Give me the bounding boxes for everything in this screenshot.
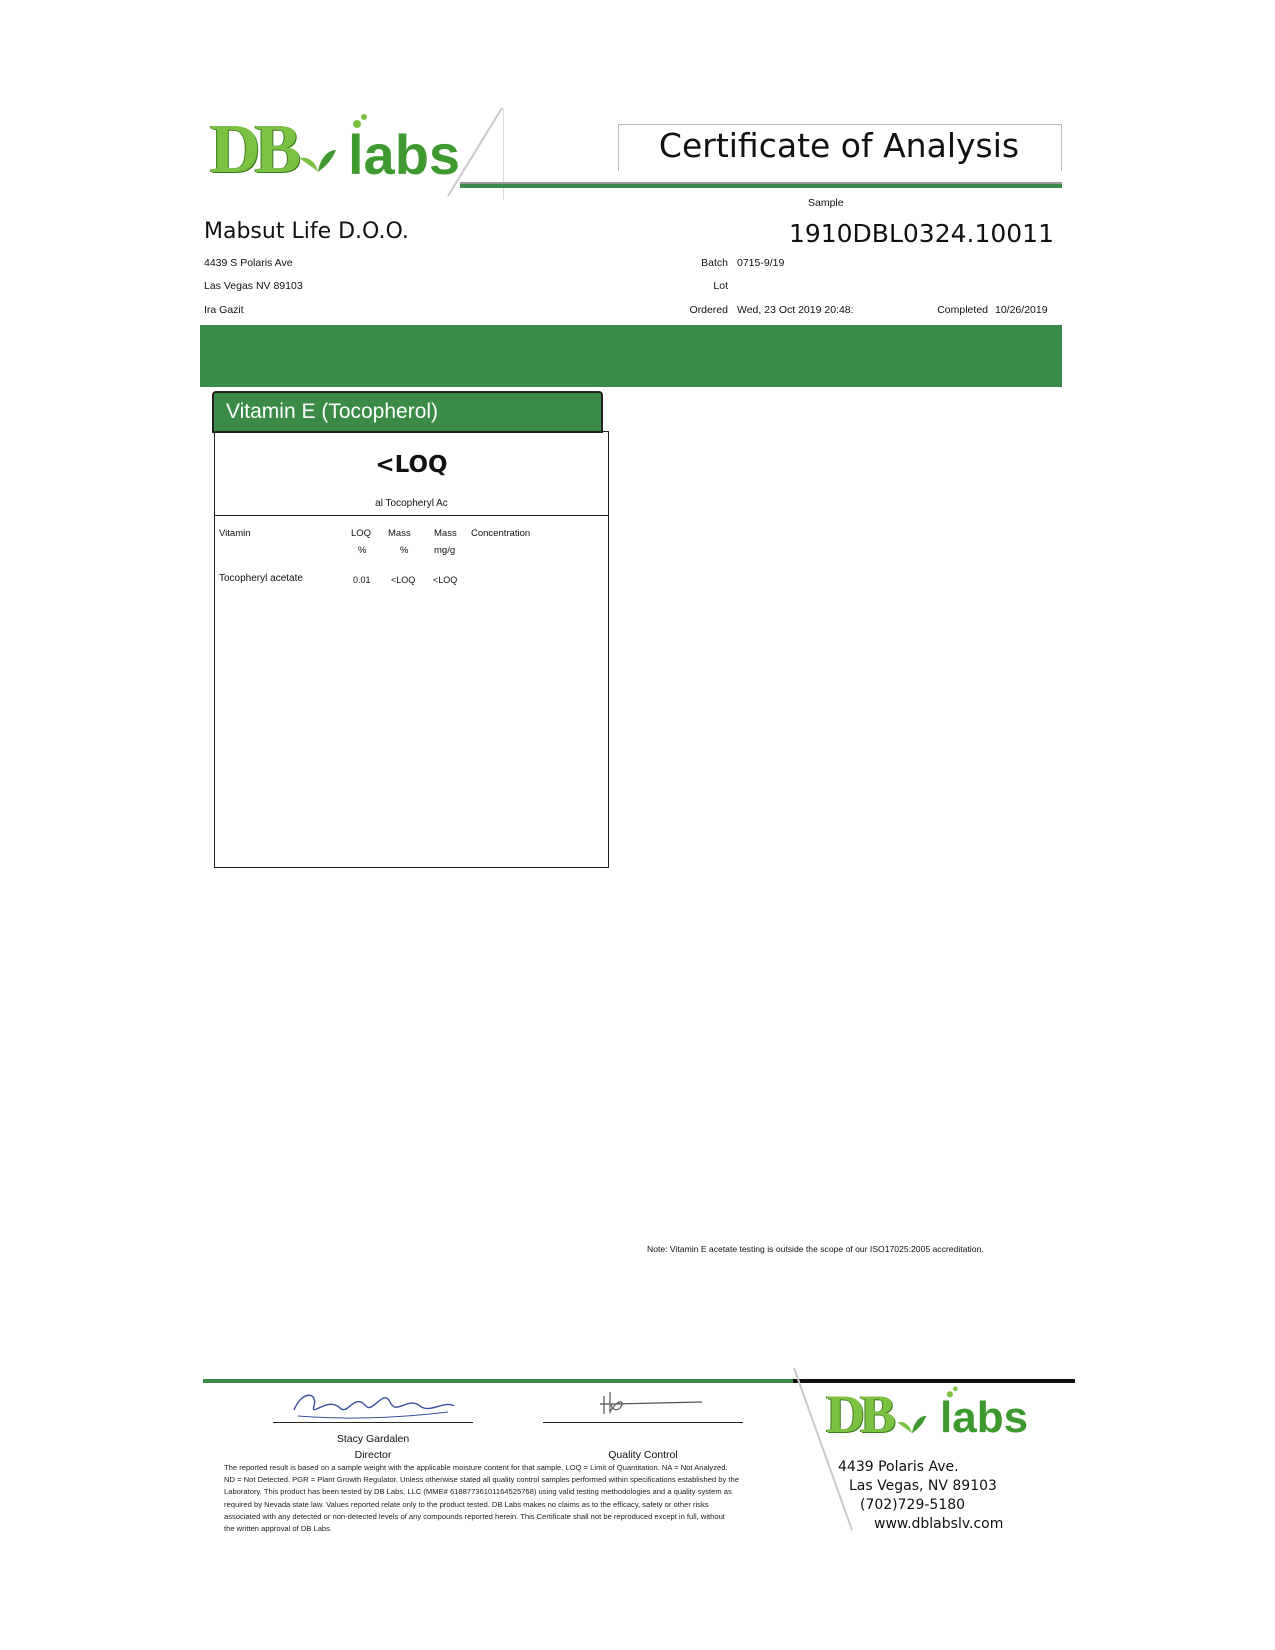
- ordered-label: Ordered: [689, 304, 728, 316]
- director-signature-line: [273, 1422, 473, 1423]
- row-name: Tocopheryl acetate: [219, 573, 303, 584]
- header-mass-mg: Mass: [434, 528, 457, 539]
- header-concentration: Concentration: [471, 528, 531, 539]
- row-mass-pct: <LOQ: [391, 575, 416, 585]
- disclaimer-line: required by Nevada state law. Values reported relate only to the product tested. DB Labs makes no claims as to the efficacy, safety or other risks: [224, 1499, 709, 1509]
- logo-labs-text: labs: [348, 123, 461, 186]
- footer-logo: [826, 1385, 1036, 1447]
- disclaimer-line: Laboratory. This product has been tested by DB Labs, LLC (MME# 61887736101164525768) using valid testing methodologies and a quality system as: [224, 1487, 732, 1497]
- footer-leaf-icon: [896, 1411, 928, 1435]
- header-logo: [210, 111, 461, 192]
- sample-label: Sample: [808, 197, 844, 209]
- director-name: Stacy Gardalen: [336, 1433, 410, 1445]
- footer-logo-labs-text: labs: [940, 1393, 1029, 1442]
- row-mass-mg: <LOQ: [433, 575, 458, 585]
- client-address2: Las Vegas NV 89103: [204, 280, 303, 292]
- page-title: Certificate of Analysis: [658, 126, 1020, 165]
- accreditation-note: Note: Vitamin E acetate testing is outside the scope of our ISO17025:2005 accreditation.: [647, 1244, 984, 1254]
- qc-title: Quality Control: [608, 1449, 678, 1461]
- table-row: [215, 573, 608, 589]
- batch-value: 0715-9/19: [737, 257, 785, 269]
- result-value: <LOQ: [375, 452, 448, 478]
- qc-signature-line: [543, 1422, 743, 1423]
- sample-id: 1910DBL0324.10011: [788, 219, 1054, 248]
- header-mass-pct: Mass: [388, 528, 411, 539]
- section-tab: [212, 391, 603, 433]
- director-signature: [288, 1386, 458, 1422]
- row-loq: 0.01: [353, 575, 371, 585]
- section-title: Vitamin E (Tocopherol): [226, 400, 439, 423]
- green-banner: [200, 325, 1062, 387]
- disclaimer-line: The reported result is based on a sample weight with the applicable moisture content for that sample. LOQ = Limit of Quantitation. NA = Not Analyzed.: [224, 1463, 728, 1472]
- footer-logo-db-text: DB: [826, 1384, 892, 1444]
- unit-mass-pct: %: [400, 545, 409, 556]
- result-subtitle: al Tocopheryl Ac: [375, 498, 448, 509]
- result-divider: [215, 515, 608, 516]
- qc-signature: [598, 1388, 708, 1418]
- footer-rule-green: [203, 1379, 793, 1383]
- disclaimer-line: ND = Not Detected. PGR = Plant Growth Regulator. Unless otherwise stated all quality control samples performed within specifications established by the: [224, 1475, 739, 1485]
- client-address1: 4439 S Polaris Ave: [204, 257, 293, 269]
- footer-phone: (702)729-5180: [860, 1497, 966, 1513]
- footer-website[interactable]: www.dblabslv.com: [874, 1516, 1004, 1532]
- footer-address2: Las Vegas, NV 89103: [849, 1478, 997, 1494]
- result-box: [214, 431, 609, 868]
- client-name: Mabsut Life D.O.O.: [204, 219, 409, 244]
- header-vitamin: Vitamin: [219, 528, 251, 539]
- disclaimer-line: the written approval of DB Labs.: [224, 1524, 333, 1534]
- header-rule-green: [460, 184, 1062, 188]
- leaf-icon: [298, 144, 338, 174]
- disclaimer: [224, 1462, 824, 1535]
- batch-label: Batch: [701, 257, 728, 269]
- ordered-value: Wed, 23 Oct 2019 20:48:: [737, 304, 854, 316]
- disclaimer-line: associated with any detected or non-detected levels of any compounds reported herein. This Certificate shall not be reproduced except in full, without: [224, 1511, 725, 1521]
- header-loq: LOQ: [351, 528, 372, 539]
- unit-loq: %: [358, 545, 367, 556]
- unit-mass-mg: mg/g: [434, 545, 456, 556]
- director-title: Director: [354, 1449, 392, 1461]
- lot-label: Lot: [713, 280, 728, 292]
- logo-db-text: DB: [210, 111, 296, 188]
- client-contact: Ira Gazit: [204, 304, 244, 316]
- completed-value: 10/26/2019: [995, 304, 1048, 316]
- footer-address1: 4439 Polaris Ave.: [838, 1459, 959, 1475]
- completed-label: Completed: [937, 304, 988, 316]
